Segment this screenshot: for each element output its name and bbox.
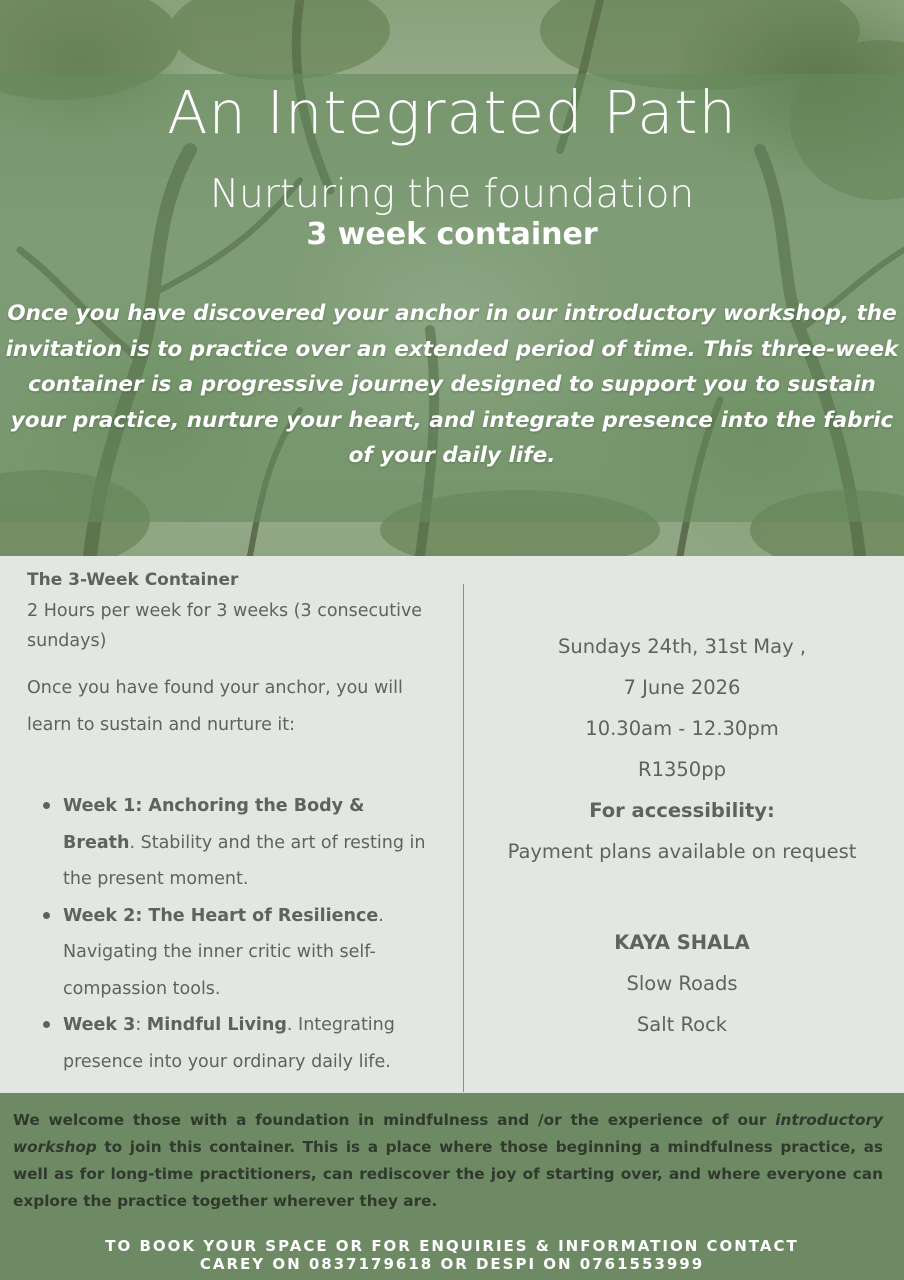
week-description: . Integrating presence into your ordinary daily life. <box>63 1015 395 1072</box>
event-price: R1350pp <box>638 758 726 781</box>
spacer <box>464 872 900 922</box>
list-item <box>41 898 437 1008</box>
list-item <box>41 788 437 898</box>
footer <box>0 1093 904 1280</box>
contact-line: TO BOOK YOUR SPACE OR FOR ENQUIRIES & INFORMATION CONTACT <box>105 1237 799 1255</box>
container-duration: 2 Hours per week for 3 weeks (3 consecutive sundays) <box>27 601 423 651</box>
container-heading: The 3-Week Container <box>27 570 239 590</box>
week-title: Week 2: The Heart of Resilience <box>63 905 379 926</box>
contact-info <box>0 1237 904 1273</box>
subtitle-duration: 3 week container <box>306 217 598 252</box>
venue-address: Slow Roads <box>626 972 738 995</box>
hero-section <box>0 0 904 556</box>
welcome-paragraph <box>13 1107 883 1215</box>
week-title: Week 1: Anchoring the Body & Breath <box>63 796 365 853</box>
list-item <box>41 1007 437 1080</box>
container-lead: Once you have found your anchor, you will learn to sustain and nurture it: <box>27 678 403 735</box>
event-info <box>464 626 900 1045</box>
week-description: . Navigating the inner critic with self-compassion tools. <box>63 905 384 999</box>
welcome-text: We welcome those with a foundation in mindfulness and /or the experience of our <box>13 1111 776 1129</box>
details-panel <box>0 556 904 1093</box>
weeks-list <box>27 788 437 1080</box>
week-title: Week 3 <box>63 1015 136 1035</box>
event-dates-cont: 7 June 2026 <box>623 676 741 699</box>
page-title: An Integrated Path <box>167 78 737 147</box>
accessibility-text: Payment plans available on request <box>507 840 857 863</box>
welcome-text-cont: to join this container. This is a place where those beginning a mindfulness practice, as well as for long-time practitioners, can rediscover the joy of starting over, and where everyone can explore the practice together wherever they are. <box>13 1138 883 1210</box>
venue-name: KAYA SHALA <box>614 931 750 954</box>
intro-paragraph: Once you have discovered your anchor in our introductory workshop, the invitation is to practice over an extended period of time. This three-week container is a progressive journey designed to support you to sustain your practice, nurture your heart, and integrate presence into the fabric of your daily life. <box>5 301 899 468</box>
accessibility-label: For accessibility: <box>589 799 775 822</box>
welcome-italic: introductory workshop <box>13 1111 883 1156</box>
week-title: Mindful Living <box>146 1015 287 1035</box>
subtitle: Nurturing the foundation <box>209 172 695 217</box>
week-separator: : <box>135 1015 147 1035</box>
program-details <box>27 568 437 1080</box>
event-dates: Sundays 24th, 31st May , <box>557 635 807 658</box>
event-time: 10.30am - 12.30pm <box>585 717 779 740</box>
venue-town: Salt Rock <box>636 1013 728 1036</box>
week-description: . Stability and the art of resting in the present moment. <box>63 832 426 889</box>
contact-phones: CAREY ON 0837179618 OR DESPI ON 0761553999 <box>199 1255 705 1273</box>
